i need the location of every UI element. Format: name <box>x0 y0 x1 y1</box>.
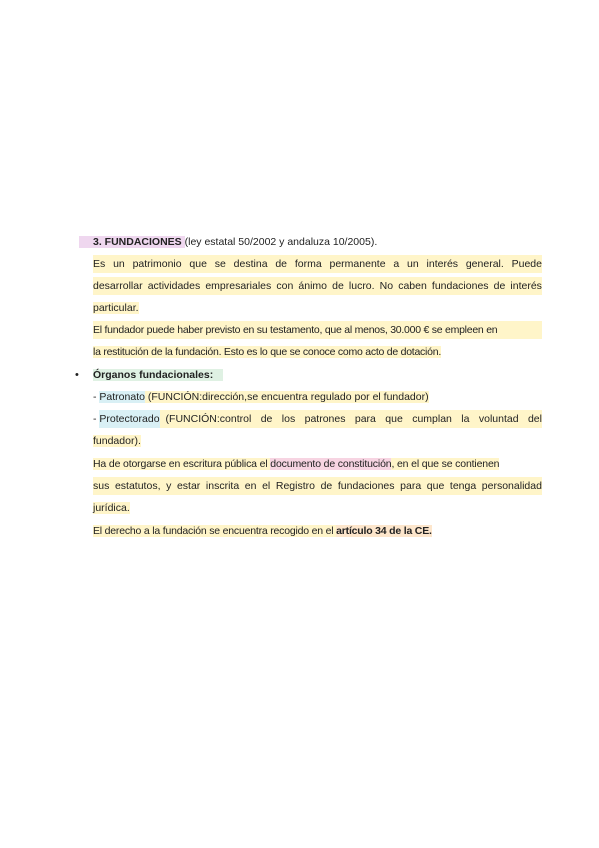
word: sus <box>93 480 110 492</box>
word: patrimonio <box>132 258 182 270</box>
word: caben <box>398 280 427 292</box>
word: voluntad <box>478 413 519 425</box>
heading-title: 3. FUNDACIONES <box>93 236 182 248</box>
word: fundaciones <box>337 480 395 492</box>
para1-line2 <box>93 277 542 295</box>
documento-constitucion: documento de constitución <box>270 458 392 470</box>
word: en <box>244 480 257 492</box>
protectorado-term: Protectorado <box>99 410 159 428</box>
heading-subtitle: (ley estatal 50/2002 y andaluza 10/2005). <box>184 236 378 248</box>
word: cumplan <box>412 413 452 425</box>
word: Es <box>93 258 106 270</box>
word: general. <box>465 258 504 270</box>
word: con <box>276 280 294 292</box>
word: inscrita <box>205 480 240 492</box>
word: empresariales <box>205 280 272 292</box>
word: de <box>320 480 333 492</box>
word: personalidad <box>481 480 542 492</box>
word: de <box>332 280 344 292</box>
word: para <box>354 413 376 425</box>
word: un <box>113 258 125 270</box>
word: que <box>385 413 403 425</box>
bullet-icon: • <box>75 369 79 381</box>
word: de <box>260 413 273 425</box>
para2-line2: la restitución de la fundación. Esto es lo que se conoce como acto de dotación. <box>93 346 441 358</box>
word: del <box>527 413 542 425</box>
word: un <box>407 258 419 270</box>
word: desarrollar <box>93 280 143 292</box>
word: que <box>426 480 445 492</box>
protectorado-line2: fundador). <box>93 435 141 447</box>
para4-line: El derecho a la fundación se encuentra recogido en el artículo 34 de la CE. <box>93 525 432 537</box>
para3-line2 <box>93 477 542 495</box>
word: (FUNCIÓN:control <box>165 413 252 425</box>
word: se <box>214 258 226 270</box>
word: a <box>393 258 400 270</box>
word: interés <box>426 258 459 270</box>
word: interés <box>510 280 542 292</box>
word: la <box>461 413 470 425</box>
word: de <box>493 280 506 292</box>
word: estar <box>176 480 201 492</box>
para3-line1: Ha de otorgarse en escritura pública el documento de constitución, en el que se contienen <box>93 458 500 470</box>
word: y <box>166 480 172 492</box>
para1-line1 <box>93 255 542 273</box>
para3-line3: jurídica. <box>93 502 130 514</box>
word: que <box>189 258 207 270</box>
word: destina <box>233 258 268 270</box>
word: fundaciones <box>431 280 489 292</box>
section-heading <box>93 233 542 251</box>
word: Puede <box>511 258 542 270</box>
word: ánimo <box>298 280 328 292</box>
word: actividades <box>147 280 201 292</box>
articulo-reference: artículo 34 de la CE. <box>336 525 432 537</box>
word: No <box>379 280 394 292</box>
word: permanente <box>329 258 386 270</box>
word: forma <box>294 258 322 270</box>
word: el <box>262 480 271 492</box>
word: Registro <box>275 480 315 492</box>
word: los <box>281 413 296 425</box>
para1-line3: particular. <box>93 302 139 314</box>
word: estatutos, <box>114 480 161 492</box>
protectorado-line1: - Protectorado (FUNCIÓN:control de los patrones para que cumplan la voluntad del <box>93 410 542 428</box>
word: tenga <box>449 480 477 492</box>
patronato-term: Patronato <box>99 391 145 403</box>
word: patrones <box>304 413 346 425</box>
word: para <box>400 480 422 492</box>
organos-heading: Órganos fundacionales: <box>93 366 542 384</box>
patronato-line: - Patronato (FUNCIÓN:dirección,se encuentra regulado por el fundador) <box>93 391 429 403</box>
para2-line1: El fundador puede haber previsto en su testamento, que al menos, 30.000 € se empleen en <box>93 321 542 339</box>
word: de <box>275 258 288 270</box>
word: lucro. <box>348 280 375 292</box>
